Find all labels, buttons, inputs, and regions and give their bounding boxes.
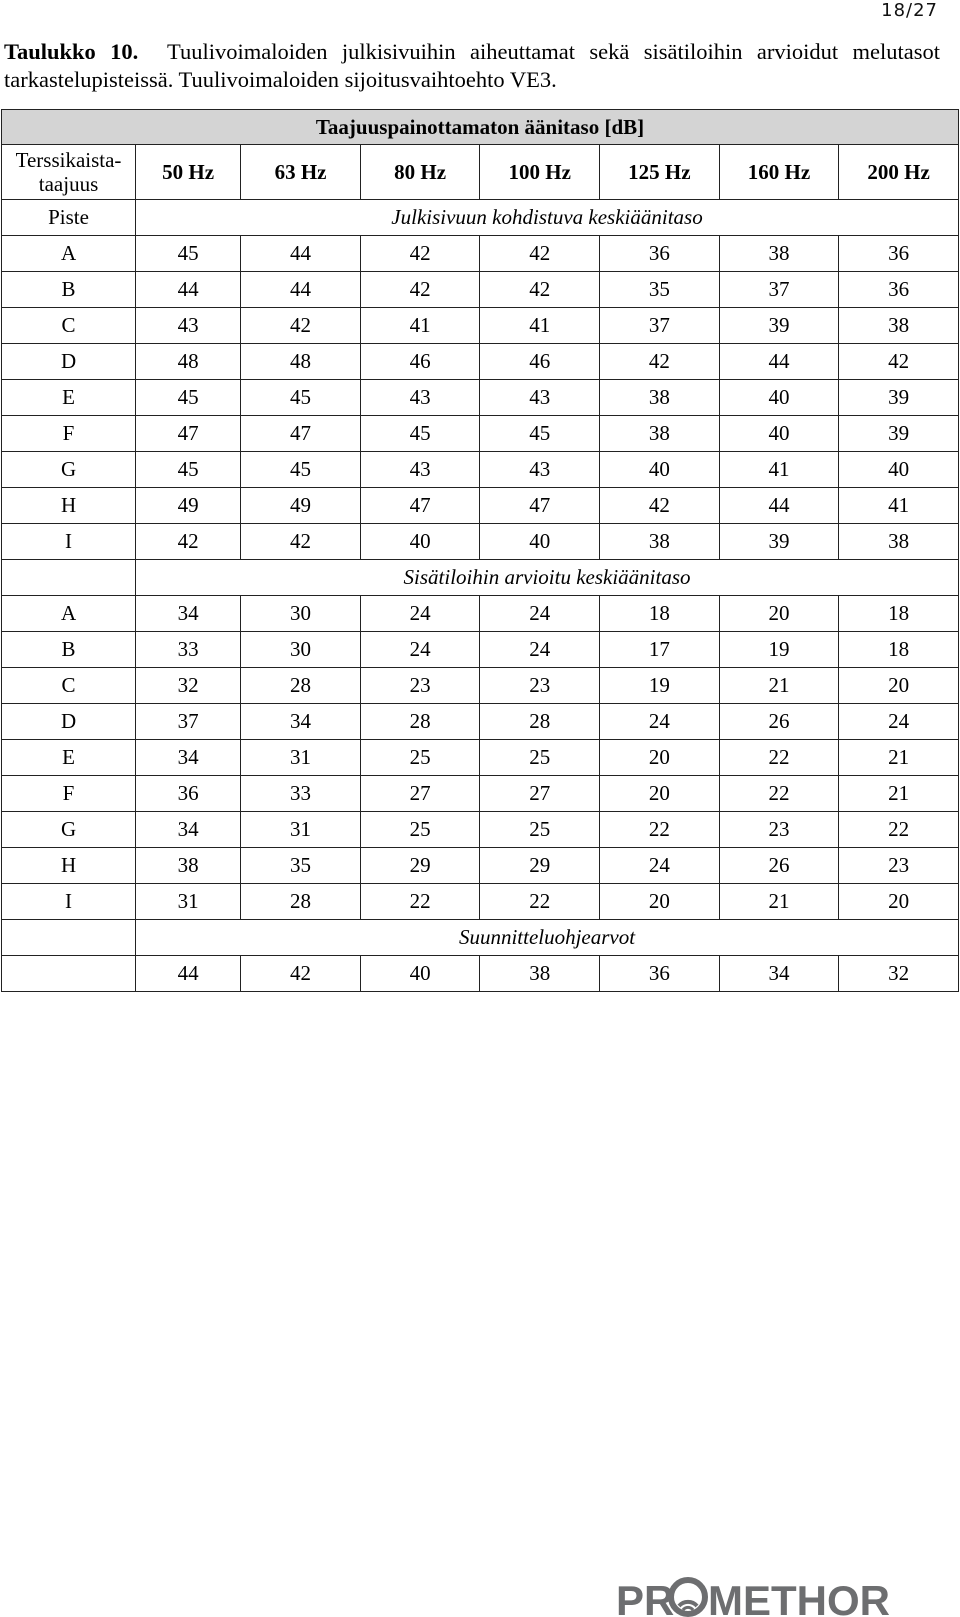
value-cell: 44	[719, 344, 839, 380]
point-label	[2, 956, 136, 992]
value-cell: 25	[360, 740, 480, 776]
value-cell: 36	[136, 776, 241, 812]
frequency-header: 160 Hz	[719, 145, 839, 200]
section-header-row	[2, 560, 959, 596]
value-cell: 33	[136, 632, 241, 668]
frequency-header-row	[2, 145, 959, 200]
table-row	[2, 848, 959, 884]
value-cell: 32	[839, 956, 959, 992]
value-cell: 34	[136, 740, 241, 776]
value-cell: 46	[480, 344, 600, 380]
value-cell: 40	[600, 452, 720, 488]
page-number: 18/27	[881, 0, 938, 21]
table-row	[2, 632, 959, 668]
frequency-header: 125 Hz	[600, 145, 720, 200]
row-header-line1: Terssikaista-	[15, 148, 122, 172]
value-cell: 42	[360, 272, 480, 308]
frequency-header: 63 Hz	[241, 145, 361, 200]
value-cell: 21	[839, 776, 959, 812]
value-cell: 39	[719, 308, 839, 344]
value-cell: 42	[241, 308, 361, 344]
value-cell: 33	[241, 776, 361, 812]
value-cell: 45	[480, 416, 600, 452]
table-row	[2, 236, 959, 272]
point-label: I	[2, 524, 136, 560]
point-label: H	[2, 488, 136, 524]
value-cell: 22	[719, 740, 839, 776]
value-cell: 28	[480, 704, 600, 740]
value-cell: 22	[360, 884, 480, 920]
value-cell: 42	[600, 488, 720, 524]
value-cell: 40	[360, 524, 480, 560]
value-cell: 20	[600, 776, 720, 812]
point-label: E	[2, 380, 136, 416]
value-cell: 19	[719, 632, 839, 668]
table-row	[2, 668, 959, 704]
value-cell: 35	[600, 272, 720, 308]
value-cell: 42	[241, 956, 361, 992]
value-cell: 45	[241, 380, 361, 416]
value-cell: 40	[360, 956, 480, 992]
value-cell: 47	[480, 488, 600, 524]
point-label: E	[2, 740, 136, 776]
value-cell: 23	[839, 848, 959, 884]
value-cell: 40	[480, 524, 600, 560]
value-cell: 36	[839, 236, 959, 272]
noise-level-table	[1, 109, 959, 992]
value-cell: 28	[241, 884, 361, 920]
point-label: H	[2, 848, 136, 884]
value-cell: 49	[136, 488, 241, 524]
table-row	[2, 272, 959, 308]
frequency-header: 100 Hz	[480, 145, 600, 200]
value-cell: 38	[600, 380, 720, 416]
value-cell: 43	[480, 380, 600, 416]
point-label: F	[2, 776, 136, 812]
caption-label: Taulukko 10.	[4, 39, 139, 64]
value-cell: 37	[719, 272, 839, 308]
section-header-row	[2, 200, 959, 236]
value-cell: 36	[600, 956, 720, 992]
value-cell: 43	[360, 452, 480, 488]
promethor-logo	[616, 1577, 940, 1617]
section-header-row	[2, 920, 959, 956]
logo-text-right: METHOR	[708, 1577, 890, 1617]
value-cell: 39	[839, 416, 959, 452]
point-label: I	[2, 884, 136, 920]
value-cell: 20	[839, 668, 959, 704]
point-label: B	[2, 272, 136, 308]
value-cell: 44	[241, 272, 361, 308]
table-row	[2, 812, 959, 848]
point-label: F	[2, 416, 136, 452]
value-cell: 41	[839, 488, 959, 524]
table-row	[2, 740, 959, 776]
value-cell: 28	[360, 704, 480, 740]
value-cell: 45	[136, 380, 241, 416]
value-cell: 42	[839, 344, 959, 380]
value-cell: 20	[719, 596, 839, 632]
value-cell: 29	[360, 848, 480, 884]
value-cell: 35	[241, 848, 361, 884]
section-blank-cell	[2, 560, 136, 596]
point-header: Piste	[2, 200, 136, 236]
value-cell: 44	[719, 488, 839, 524]
value-cell: 37	[600, 308, 720, 344]
value-cell: 43	[136, 308, 241, 344]
value-cell: 29	[480, 848, 600, 884]
value-cell: 38	[480, 956, 600, 992]
value-cell: 38	[719, 236, 839, 272]
point-label: A	[2, 596, 136, 632]
table-row	[2, 776, 959, 812]
table-row	[2, 452, 959, 488]
table-row	[2, 884, 959, 920]
section-title: Suunnitteluohjearvot	[136, 920, 959, 956]
value-cell: 46	[360, 344, 480, 380]
value-cell: 27	[480, 776, 600, 812]
value-cell: 39	[839, 380, 959, 416]
value-cell: 47	[136, 416, 241, 452]
section-title: Julkisivuun kohdistuva keskiäänitaso	[136, 200, 959, 236]
value-cell: 41	[480, 308, 600, 344]
value-cell: 30	[241, 632, 361, 668]
value-cell: 18	[839, 632, 959, 668]
value-cell: 43	[360, 380, 480, 416]
value-cell: 23	[719, 812, 839, 848]
value-cell: 34	[136, 596, 241, 632]
value-cell: 20	[600, 884, 720, 920]
point-label: D	[2, 704, 136, 740]
value-cell: 31	[241, 740, 361, 776]
main-header-row	[2, 110, 959, 145]
value-cell: 26	[719, 848, 839, 884]
value-cell: 42	[480, 236, 600, 272]
frequency-header: 200 Hz	[839, 145, 959, 200]
value-cell: 47	[360, 488, 480, 524]
value-cell: 42	[600, 344, 720, 380]
value-cell: 34	[136, 812, 241, 848]
value-cell: 25	[480, 740, 600, 776]
value-cell: 48	[136, 344, 241, 380]
value-cell: 22	[600, 812, 720, 848]
value-cell: 22	[839, 812, 959, 848]
point-label: A	[2, 236, 136, 272]
value-cell: 25	[360, 812, 480, 848]
value-cell: 44	[136, 956, 241, 992]
point-label: G	[2, 812, 136, 848]
value-cell: 49	[241, 488, 361, 524]
point-label: G	[2, 452, 136, 488]
value-cell: 21	[839, 740, 959, 776]
value-cell: 38	[600, 416, 720, 452]
value-cell: 39	[719, 524, 839, 560]
point-label: C	[2, 308, 136, 344]
main-header: Taajuuspainottamaton äänitaso [dB]	[2, 110, 959, 145]
value-cell: 43	[480, 452, 600, 488]
row-header-line2: taajuus	[38, 172, 99, 196]
value-cell: 34	[241, 704, 361, 740]
value-cell: 38	[600, 524, 720, 560]
value-cell: 37	[136, 704, 241, 740]
value-cell: 23	[360, 668, 480, 704]
value-cell: 20	[839, 884, 959, 920]
caption-text: Tuulivoimaloiden julkisivuihin aiheuttamat sekä sisätiloihin arvioidut melutasot tarkastelupisteissä. Tuulivoimaloiden sijoitusvaihtoehto VE3.	[4, 39, 940, 92]
section-title: Sisätiloihin arvioitu keskiäänitaso	[136, 560, 959, 596]
value-cell: 21	[719, 668, 839, 704]
value-cell: 24	[839, 704, 959, 740]
value-cell: 21	[719, 884, 839, 920]
section-blank-cell	[2, 920, 136, 956]
value-cell: 42	[136, 524, 241, 560]
value-cell: 19	[600, 668, 720, 704]
value-cell: 41	[719, 452, 839, 488]
table-row	[2, 524, 959, 560]
value-cell: 27	[360, 776, 480, 812]
value-cell: 48	[241, 344, 361, 380]
value-cell: 44	[241, 236, 361, 272]
table-caption	[4, 38, 940, 94]
table-row	[2, 704, 959, 740]
point-label: D	[2, 344, 136, 380]
table-row	[2, 596, 959, 632]
point-label: B	[2, 632, 136, 668]
value-cell: 42	[480, 272, 600, 308]
table-row	[2, 380, 959, 416]
value-cell: 22	[480, 884, 600, 920]
value-cell: 20	[600, 740, 720, 776]
value-cell: 40	[719, 380, 839, 416]
value-cell: 42	[360, 236, 480, 272]
logo-signal-icon	[671, 1580, 705, 1614]
value-cell: 24	[600, 848, 720, 884]
table-row	[2, 344, 959, 380]
value-cell: 40	[839, 452, 959, 488]
table-row	[2, 308, 959, 344]
frequency-header: 50 Hz	[136, 145, 241, 200]
value-cell: 24	[360, 632, 480, 668]
value-cell: 44	[136, 272, 241, 308]
value-cell: 24	[600, 704, 720, 740]
value-cell: 26	[719, 704, 839, 740]
value-cell: 38	[839, 308, 959, 344]
value-cell: 28	[241, 668, 361, 704]
value-cell: 31	[136, 884, 241, 920]
row-header	[2, 145, 136, 200]
value-cell: 22	[719, 776, 839, 812]
value-cell: 38	[136, 848, 241, 884]
table-row	[2, 488, 959, 524]
value-cell: 30	[241, 596, 361, 632]
logo-text-left: PR	[616, 1577, 675, 1617]
value-cell: 24	[360, 596, 480, 632]
value-cell: 24	[480, 596, 600, 632]
value-cell: 45	[136, 236, 241, 272]
value-cell: 47	[241, 416, 361, 452]
value-cell: 18	[839, 596, 959, 632]
value-cell: 17	[600, 632, 720, 668]
value-cell: 18	[600, 596, 720, 632]
value-cell: 41	[360, 308, 480, 344]
value-cell: 45	[241, 452, 361, 488]
value-cell: 36	[600, 236, 720, 272]
value-cell: 32	[136, 668, 241, 704]
value-cell: 42	[241, 524, 361, 560]
value-cell: 24	[480, 632, 600, 668]
value-cell: 38	[839, 524, 959, 560]
value-cell: 31	[241, 812, 361, 848]
value-cell: 45	[136, 452, 241, 488]
value-cell: 34	[719, 956, 839, 992]
frequency-header: 80 Hz	[360, 145, 480, 200]
table-row	[2, 956, 959, 992]
point-label: C	[2, 668, 136, 704]
value-cell: 45	[360, 416, 480, 452]
value-cell: 23	[480, 668, 600, 704]
value-cell: 25	[480, 812, 600, 848]
table-row	[2, 416, 959, 452]
value-cell: 40	[719, 416, 839, 452]
value-cell: 36	[839, 272, 959, 308]
